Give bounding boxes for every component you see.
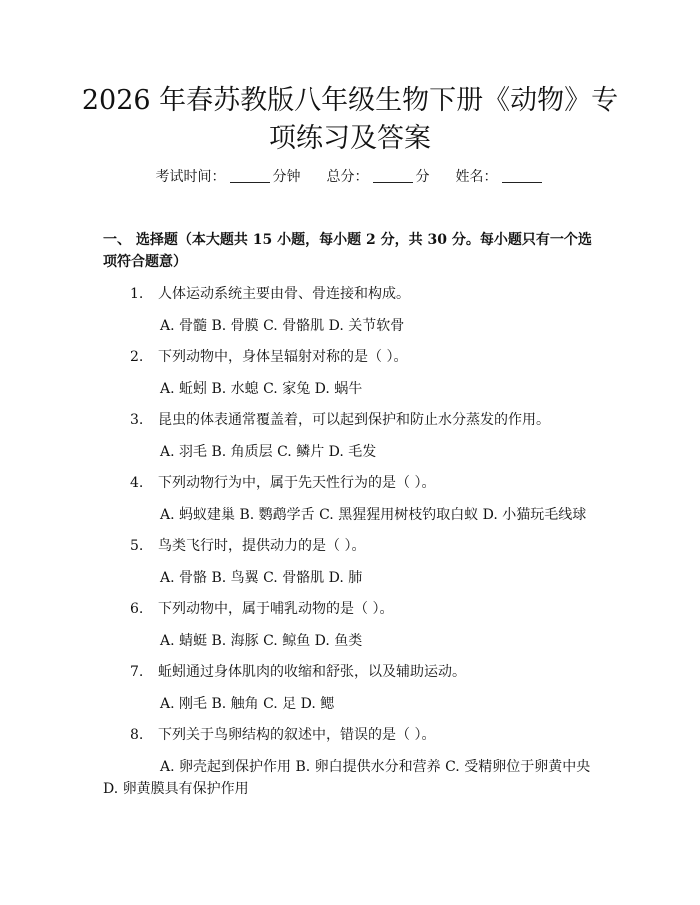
time-blank bbox=[230, 168, 270, 183]
question-options: A. 骨骼 B. 鸟翼 C. 骨骼肌 D. 肺 bbox=[160, 570, 363, 586]
question-stem: 人体运动系统主要由骨、骨连接和构成。 bbox=[158, 286, 410, 302]
question-options: A. 骨髓 B. 骨膜 C. 骨骼肌 D. 关节软骨 bbox=[160, 318, 405, 334]
question-number: 4. bbox=[130, 475, 144, 491]
name-blank bbox=[502, 168, 542, 183]
question-stem: 鸟类飞行时，提供动力的是（ ）。 bbox=[158, 538, 366, 554]
question-options: A. 刚毛 B. 触角 C. 足 D. 鳃 bbox=[160, 696, 335, 712]
question-item bbox=[130, 536, 365, 556]
exam-meta bbox=[0, 167, 700, 187]
score-blank bbox=[373, 168, 413, 183]
question-number: 2. bbox=[130, 349, 144, 365]
question-number: 7. bbox=[130, 664, 144, 680]
question-number: 3. bbox=[130, 412, 144, 428]
question-options: A. 蜻蜓 B. 海豚 C. 鲸鱼 D. 鱼类 bbox=[160, 633, 363, 649]
question-stem: 昆虫的体表通常覆盖着，可以起到保护和防止水分蒸发的作用。 bbox=[158, 412, 550, 428]
question-number: 1. bbox=[130, 286, 144, 302]
question-options: A. 蚯蚓 B. 水螅 C. 家兔 D. 蜗牛 bbox=[160, 381, 363, 397]
question-number: 6. bbox=[130, 601, 144, 617]
question-number: 5. bbox=[130, 538, 144, 554]
time-label: 考试时间： bbox=[155, 169, 226, 185]
name-label: 姓名： bbox=[455, 169, 498, 185]
question-options: A. 卵壳起到保护作用 B. 卵白提供水分和营养 C. 受精卵位于卵黄中央 D. 卵黄膜具有保护作用 bbox=[103, 759, 591, 797]
question-item bbox=[130, 662, 466, 682]
question-options: A. 羽毛 B. 角质层 C. 鳞片 D. 毛发 bbox=[160, 444, 377, 460]
question-stem: 下列动物行为中，属于先天性行为的是（ ）。 bbox=[158, 475, 436, 491]
time-unit: 分钟 bbox=[272, 169, 301, 185]
section-heading: 一、 选择题（本大题共 15 小题，每小题 2 分，共 30 分。每小题只有一个选项符合题意） bbox=[103, 232, 592, 270]
document-title-line1: 2026 年春苏教版八年级生物下册《动物》专 bbox=[81, 85, 619, 116]
document-title-line2: 项练习及答案 bbox=[269, 123, 431, 154]
question-stem: 下列动物中，身体呈辐射对称的是（ ）。 bbox=[158, 349, 408, 365]
question-item bbox=[130, 725, 435, 745]
question-stem: 下列关于鸟卵结构的叙述中，错误的是（ ）。 bbox=[158, 727, 436, 743]
question-number: 8. bbox=[130, 727, 144, 743]
question-options: A. 蚂蚁建巢 B. 鹦鹉学舌 C. 黑猩猩用树枝钓取白蚁 D. 小猫玩毛线球 bbox=[160, 507, 587, 523]
score-unit: 分 bbox=[415, 169, 430, 185]
question-item bbox=[130, 284, 410, 304]
question-stem: 蚯蚓通过身体肌肉的收缩和舒张，以及辅助运动。 bbox=[158, 664, 466, 680]
question-item bbox=[130, 410, 550, 430]
question-stem: 下列动物中，属于哺乳动物的是（ ）。 bbox=[158, 601, 394, 617]
question-item bbox=[130, 473, 435, 493]
score-label: 总分： bbox=[326, 169, 369, 185]
question-item bbox=[130, 347, 407, 367]
question-item bbox=[130, 599, 393, 619]
